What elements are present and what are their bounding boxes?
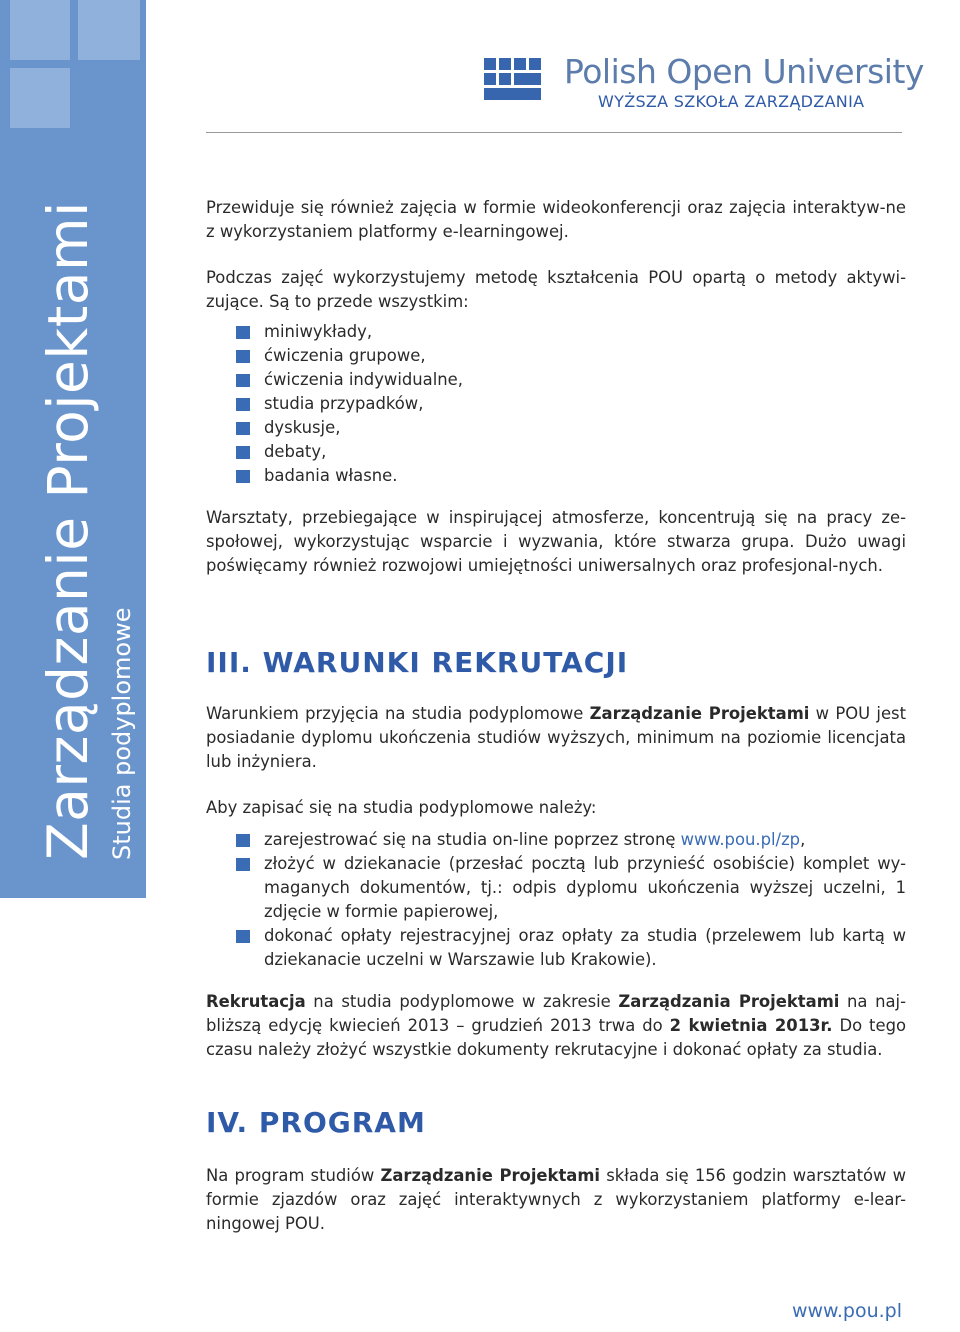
registration-link[interactable]: www.pou.pl/zp	[680, 830, 801, 849]
logo-subtitle: WYŻSZA SZKOŁA ZARZĄDZANIA	[598, 92, 865, 111]
list-item: złożyć w dziekanacie (przesłać pocztą lub przynieść osobiście) komplet wy-maganych dokumentów, tj.: odpis dyplomu ukończenia wyższej uczelni, 1 zdjęcie w formie papierowej,	[206, 852, 906, 924]
university-logo	[484, 52, 924, 118]
decor-square	[78, 0, 140, 60]
header-rule	[206, 132, 902, 133]
list-item: miniwykłady,	[206, 320, 906, 344]
square-bullet-icon	[236, 374, 250, 387]
paragraph-requirements: Warunkiem przyjęcia na studia podyplomowe Zarządzanie Projektami w POU jest posiadanie dyplomu ukończenia studiów wyższych, minimum na poziomie licencjata lub inżyniera.	[206, 704, 906, 771]
list-item: dokonać opłaty rejestracyjnej oraz opłaty za studia (przelewem lub kartą w dziekanacie uczelni w Warszawie lub Krakowie).	[206, 924, 906, 972]
decor-square	[10, 0, 70, 60]
sidebar-subtitle: Studia podyplomowe	[108, 607, 136, 860]
square-bullet-icon	[236, 834, 250, 847]
paragraph-methods: Podczas zajęć wykorzystujemy metodę kształcenia POU opartą o metody aktywi-zujące. Są to przede wszystkim:	[206, 268, 906, 311]
square-bullet-icon	[236, 398, 250, 411]
decor-square	[10, 68, 70, 128]
sidebar-title: Zarządzanie Projektami	[36, 201, 100, 860]
paragraph-workshops: Warsztaty, przebiegające w inspirującej atmosferze, koncentrują się na pracy ze-społowej, wykorzystując wsparcie i wyzwania, które stwarza grupa. Dużo uwagi poświęcamy również rozwojowi umiejętności uniwersalnych oraz profesjonal-nych.	[206, 508, 906, 575]
square-bullet-icon	[236, 470, 250, 483]
paragraph-program: Na program studiów Zarządzanie Projektami składa się 156 godzin warsztatów w formie zjazdów oraz zajęć interaktywnych z wykorzystaniem platformy e-lear-ningowej POU.	[206, 1166, 906, 1233]
footer-website-link[interactable]: www.pou.pl	[791, 1300, 902, 1322]
square-bullet-icon	[236, 326, 250, 339]
paragraph-recruitment-dates: Rekrutacja na studia podyplomowe w zakresie Zarządzania Projektami na naj-bliższą edycję kwiecień 2013 – grudzień 2013 trwa do 2 kwietnia 2013r. Do tego czasu należy złożyć wszystkie dokumenty rekrutacyjne i dokonać opłaty za studia.	[206, 992, 906, 1059]
paragraph-videoconference: Przewiduje się również zajęcia w formie wideokonferencji oraz zajęcia interaktyw-ne z wykorzystaniem platformy e-learningowej.	[206, 198, 906, 241]
square-bullet-icon	[236, 446, 250, 459]
list-item: debaty,	[206, 440, 906, 464]
list-item: badania własne.	[206, 464, 906, 488]
list-item: ćwiczenia indywidualne,	[206, 368, 906, 392]
paragraph-how-to-enroll: Aby zapisać się na studia podyplomowe należy:	[206, 798, 597, 817]
square-bullet-icon	[236, 422, 250, 435]
square-bullet-icon	[236, 858, 250, 871]
square-bullet-icon	[236, 930, 250, 943]
list-item: dyskusje,	[206, 416, 906, 440]
sidebar-band	[0, 0, 146, 898]
enroll-steps-list	[206, 828, 906, 972]
logo-mark	[484, 58, 540, 100]
square-bullet-icon	[236, 350, 250, 363]
list-item: ćwiczenia grupowe,	[206, 344, 906, 368]
section-heading-recruitment: III. WARUNKI REKRUTACJI	[206, 646, 629, 679]
section-heading-program: IV. PROGRAM	[206, 1106, 426, 1139]
logo-name: Polish Open University	[564, 52, 924, 91]
list-item: zarejestrować się na studia on-line poprzez stronę www.pou.pl/zp,	[206, 828, 906, 852]
list-item: studia przypadków,	[206, 392, 906, 416]
methods-list	[206, 320, 906, 488]
